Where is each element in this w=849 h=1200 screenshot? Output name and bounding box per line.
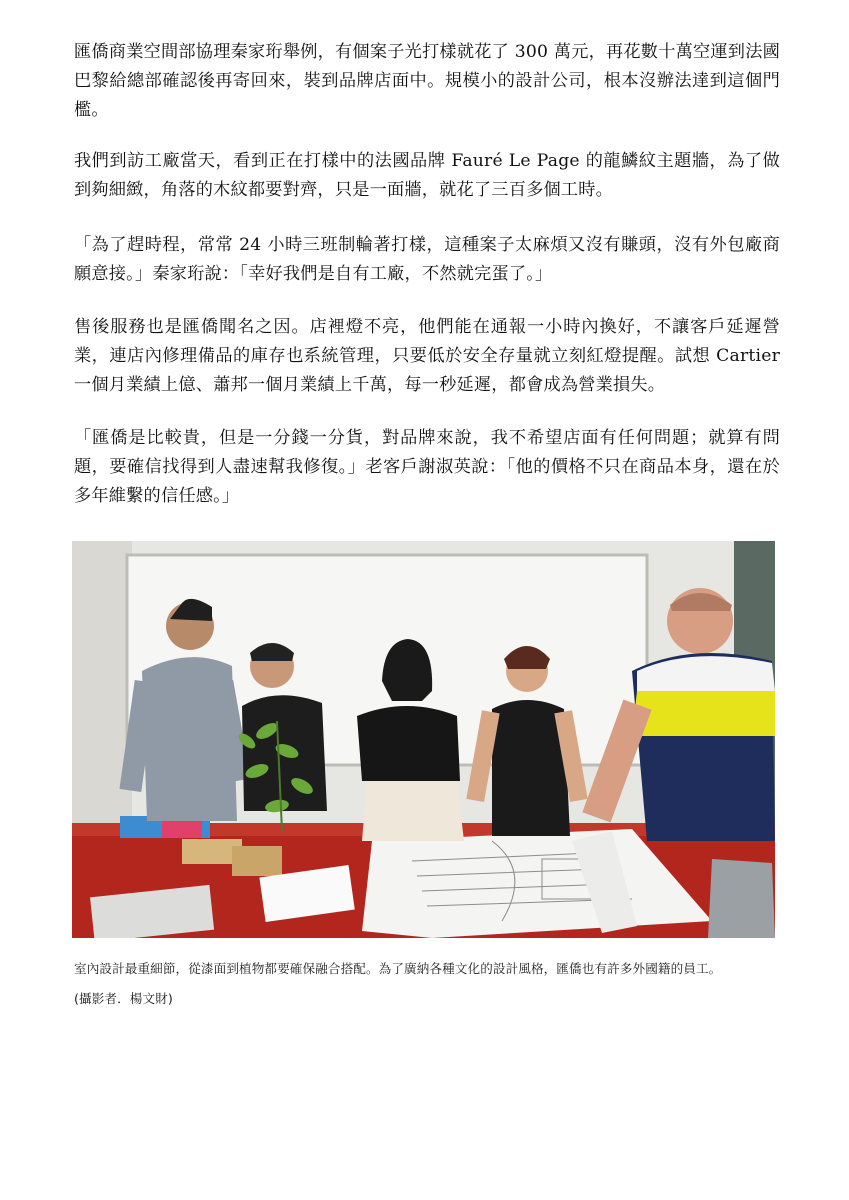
article-paragraph-4: 售後服務也是匯僑聞名之因。店裡燈不亮，他們能在通報一小時內換好，不讓客戶延遲營業，連店內修理備品的庫存也系統管理，只要低於安全存量就立刻紅燈提醒。試想 Cartier 一個月業績上億、蕭邦一個月業績上千萬，每一秒延遲，都會成為營業損失。 (74, 317, 780, 395)
article-paragraph-2: 我們到訪工廠當天，看到正在打樣中的法國品牌 Fauré Le Page 的龍鱗紋主題牆，為了做到夠細緻，角落的木紋都要對齊，只是一面牆，就花了三百多個工時。 (74, 151, 780, 200)
article-paragraph-1: 匯僑商業空間部協理秦家珩舉例，有個案子光打樣就花了 300 萬元，再花數十萬空運到法國巴黎給總部確認後再寄回來，裝到品牌店面中。規模小的設計公司，根本沒辦法達到這個門檻。 (74, 42, 780, 120)
photo-caption: 室內設計最重細節，從漆面到植物都要確保融合搭配。為了廣納各種文化的設計風格，匯僑也有許多外國籍的員工。 (74, 961, 722, 976)
article-paragraph-5: 「匯僑是比較貴，但是一分錢一分貨，對品牌來說，我不希望店面有任何問題；就算有問題，要確信找得到人盡速幫我修復。」老客戶謝淑英說：「他的價格不只在商品本身，還在於多年維繫的信任感。」 (74, 428, 780, 506)
team-photo-illustration (72, 541, 775, 938)
team-photo (72, 541, 775, 938)
article-paragraph-3: 「為了趕時程，常常 24 小時三班制輪著打樣，這種案子太麻煩又沒有賺頭，沒有外包廠商願意接。」秦家珩說：「幸好我們是自有工廠，不然就完蛋了。」 (74, 235, 780, 284)
photo-credit: (攝影者．楊文財) (74, 991, 173, 1006)
